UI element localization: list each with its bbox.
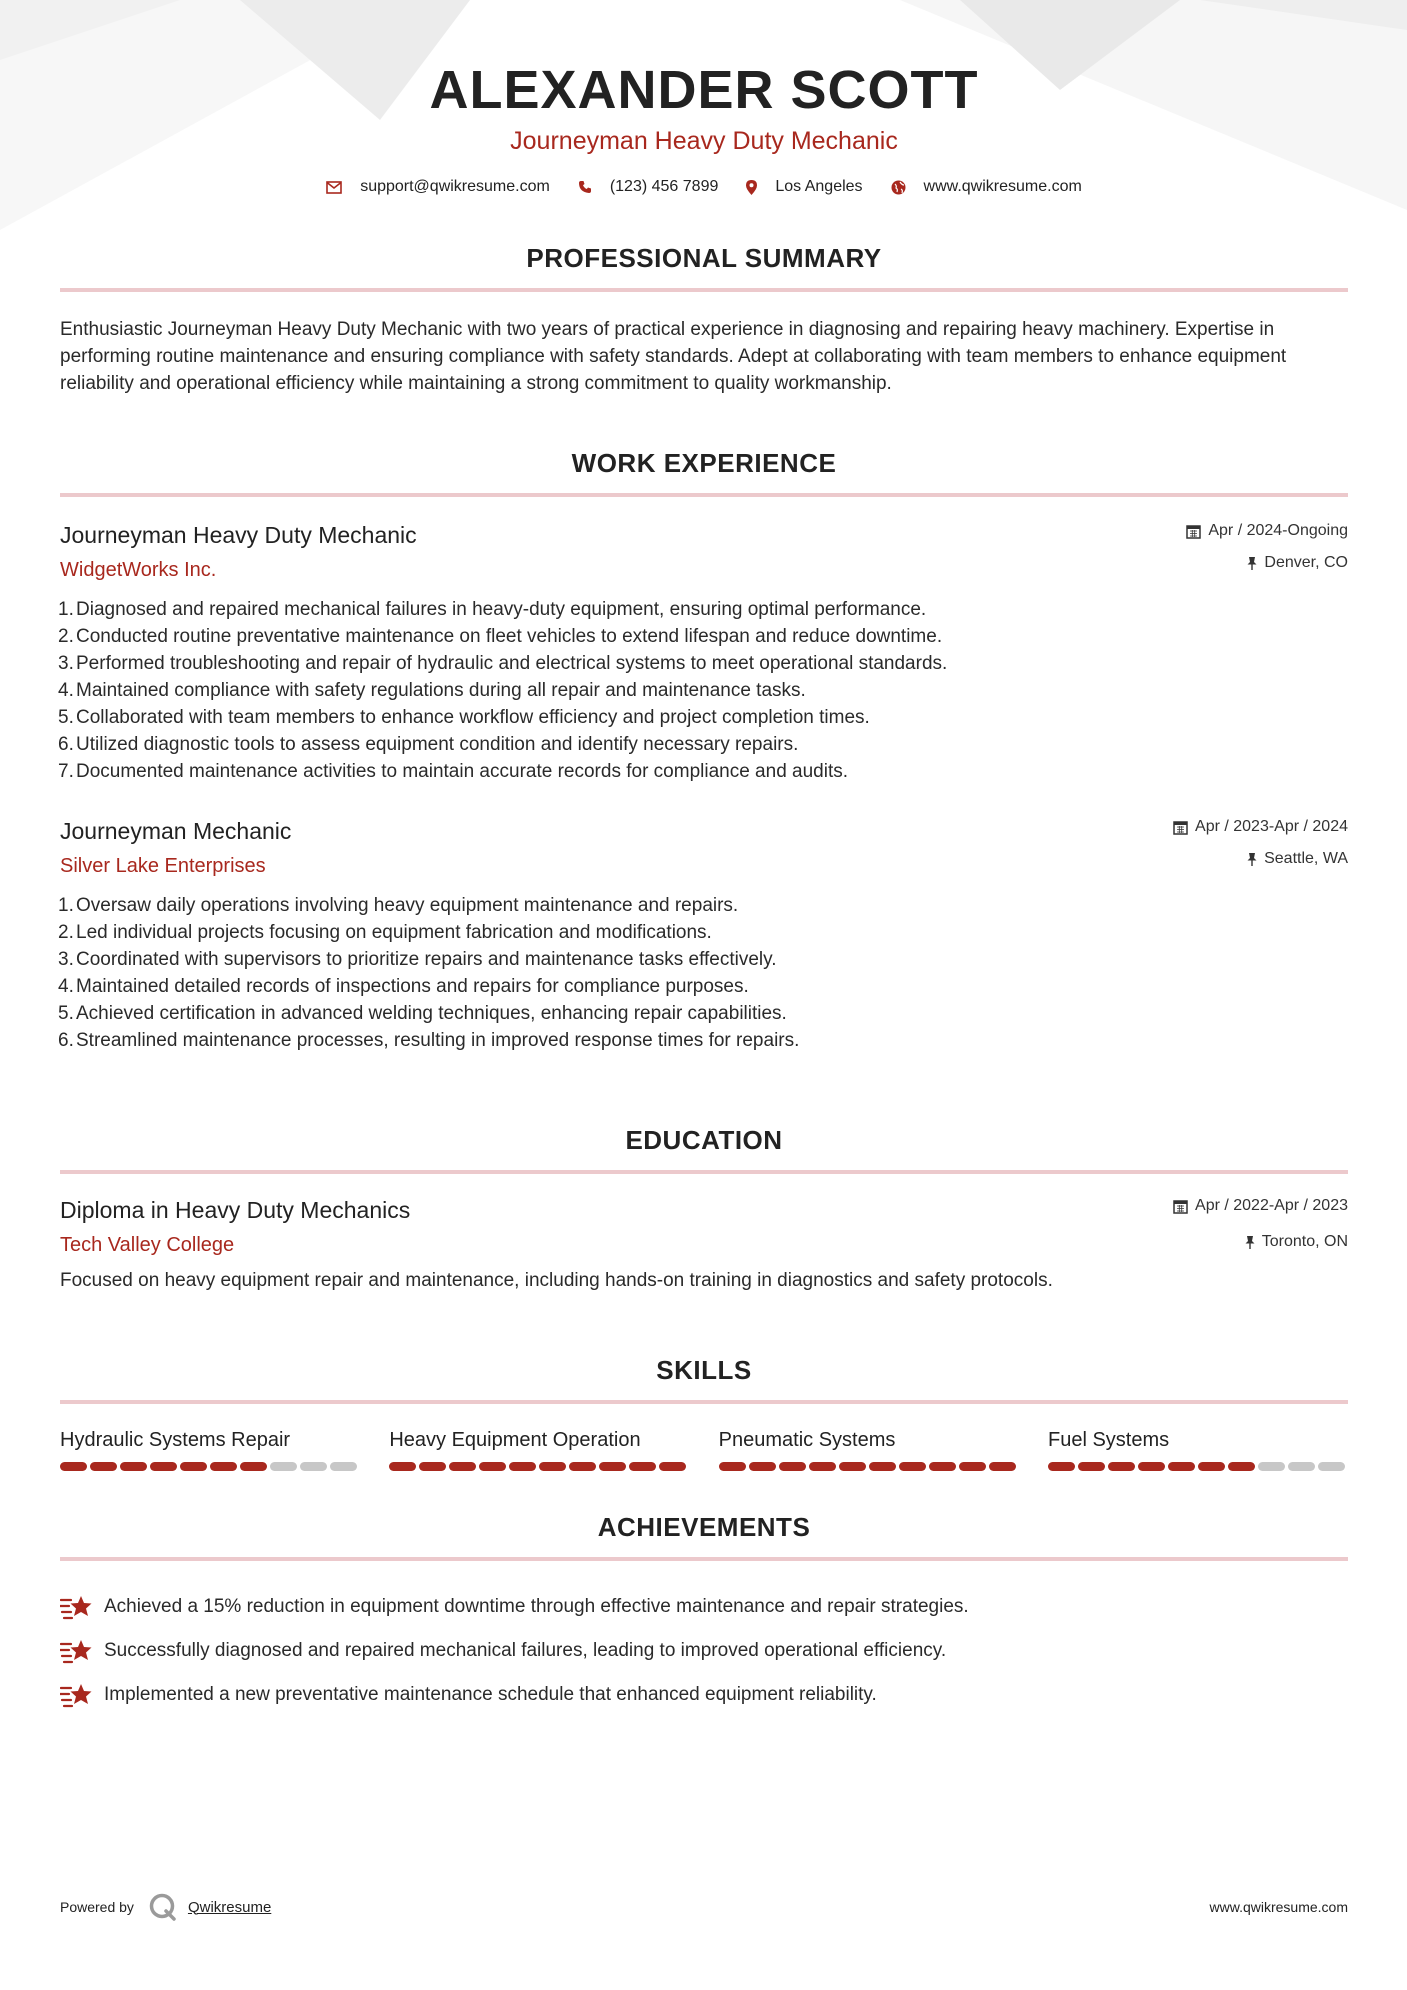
list-item: 2. Conducted routine preventative maintenance on fleet vehicles to extend lifespan and reduce downtime.	[60, 623, 1348, 650]
contact-phone[interactable]	[578, 178, 719, 196]
skill-segment-filled	[569, 1462, 596, 1471]
education-entry	[60, 1196, 1348, 1294]
section-divider	[60, 288, 1348, 292]
skill-segment-filled	[1108, 1462, 1135, 1471]
skill-segment-filled	[509, 1462, 536, 1471]
achievement-item	[60, 1629, 1348, 1673]
pushpin-icon	[1247, 852, 1257, 866]
list-item: 2. Led individual projects focusing on equipment fabrication and modifications.	[60, 919, 1348, 946]
skill-name: Pneumatic Systems	[718, 1429, 896, 1451]
skill-segment-filled	[1228, 1462, 1255, 1471]
list-item: 4. Maintained detailed records of inspections and repairs for compliance purposes.	[60, 973, 1348, 1000]
job-location-text: Denver, CO	[1264, 554, 1348, 571]
list-item: 1. Diagnosed and repaired mechanical failures in heavy-duty equipment, ensuring optimal performance.	[60, 596, 1348, 623]
skill-segment-filled	[989, 1462, 1016, 1471]
education-description: Focused on heavy equipment repair and maintenance, including hands-on training in diagnostics and safety protocols.	[60, 1270, 1053, 1291]
list-item: 5. Collaborated with team members to enhance workflow efficiency and project completion times.	[60, 704, 1348, 731]
job-entry	[60, 817, 1348, 1054]
job-company: WidgetWorks Inc.	[60, 559, 217, 581]
job-entry	[60, 521, 1348, 785]
bullet-text: Coordinated with supervisors to prioritize repairs and maintenance tasks effectively.	[76, 949, 777, 970]
section-divider	[60, 493, 1348, 497]
pushpin-icon	[1247, 556, 1257, 570]
skill-segment-empty	[1318, 1462, 1345, 1471]
skill-segment-filled	[479, 1462, 506, 1471]
phone-icon	[578, 180, 592, 194]
candidate-name: ALEXANDER SCOTT	[429, 60, 979, 120]
calendar-icon	[1173, 820, 1188, 835]
school-name: Tech Valley College	[60, 1234, 235, 1256]
candidate-title: Journeyman Heavy Duty Mechanic	[510, 127, 898, 155]
bullet-text: Performed troubleshooting and repair of hydraulic and electrical systems to meet operational standards.	[76, 653, 948, 674]
skill-item	[1048, 1428, 1348, 1471]
skill-segment-filled	[1168, 1462, 1195, 1471]
education-heading: EDUCATION	[625, 1125, 783, 1155]
achievement-text: Successfully diagnosed and repaired mechanical failures, leading to improved operational efficiency.	[104, 1640, 947, 1661]
contact-email-text: support@qwikresume.com	[360, 178, 550, 195]
skill-segment-filled	[629, 1462, 656, 1471]
skill-segment-filled	[959, 1462, 986, 1471]
skill-segment-filled	[449, 1462, 476, 1471]
skill-segment-filled	[659, 1462, 686, 1471]
skill-segment-filled	[180, 1462, 207, 1471]
job-title: Journeyman Mechanic	[60, 818, 292, 844]
bullet-text: Oversaw daily operations involving heavy equipment maintenance and repairs.	[76, 895, 739, 916]
skill-segment-filled	[120, 1462, 147, 1471]
skill-segment-filled	[539, 1462, 566, 1471]
list-item: 6. Utilized diagnostic tools to assess equipment condition and identify necessary repairs.	[60, 731, 1348, 758]
skill-segment-filled	[240, 1462, 267, 1471]
skill-segment-empty	[1288, 1462, 1315, 1471]
contact-email[interactable]	[326, 178, 550, 196]
achievement-text: Achieved a 15% reduction in equipment downtime through effective maintenance and repair strategies.	[104, 1596, 969, 1617]
skill-item	[60, 1428, 360, 1471]
degree-title: Diploma in Heavy Duty Mechanics	[60, 1197, 411, 1223]
skill-segment-filled	[839, 1462, 866, 1471]
experience-section	[60, 447, 1348, 1054]
skills-section	[60, 1354, 1348, 1471]
skills-heading: SKILLS	[656, 1355, 752, 1385]
job-company: Silver Lake Enterprises	[60, 855, 266, 877]
achievement-item	[60, 1673, 1348, 1717]
contact-phone-text: (123) 456 7899	[609, 178, 719, 195]
list-item: 3. Performed troubleshooting and repair of hydraulic and electrical systems to meet operational standards.	[60, 650, 1348, 677]
skill-segment-empty	[270, 1462, 297, 1471]
pushpin-icon	[1245, 1235, 1255, 1249]
skill-level-bar	[719, 1462, 1019, 1471]
contact-location	[746, 178, 862, 196]
skill-segment-filled	[599, 1462, 626, 1471]
job-dates-text: Apr / 2024-Ongoing	[1208, 522, 1348, 539]
calendar-icon	[1173, 1199, 1188, 1214]
skill-segment-filled	[389, 1462, 416, 1471]
achievement-item	[60, 1585, 1348, 1629]
skill-segment-filled	[749, 1462, 776, 1471]
skills-list	[60, 1428, 1348, 1471]
education-dates-text: Apr / 2022-Apr / 2023	[1195, 1197, 1348, 1214]
skill-level-bar	[1048, 1462, 1348, 1471]
bullet-text: Achieved certification in advanced welding techniques, enhancing repair capabilities.	[76, 1003, 787, 1024]
job-location-text: Seattle, WA	[1264, 850, 1348, 867]
skill-segment-filled	[719, 1462, 746, 1471]
education-location	[1173, 1232, 1348, 1252]
contact-bar	[60, 178, 1348, 196]
job-dates-text: Apr / 2023-Apr / 2024	[1195, 818, 1348, 835]
resume-header	[60, 0, 1348, 196]
job-bullets	[60, 892, 1348, 1054]
shooting-star-icon	[60, 1637, 94, 1665]
achievements-heading: ACHIEVEMENTS	[597, 1512, 811, 1542]
list-item: 3. Coordinated with supervisors to prioritize repairs and maintenance tasks effectively.	[60, 946, 1348, 973]
job-location	[1186, 553, 1348, 573]
summary-text: Enthusiastic Journeyman Heavy Duty Mechanic with two years of practical experience in diagnosing and repairing heavy machinery. Expertise in performing routine maintenance and ensuring compliance with safety standards. Adept at collaborating with team members to enhance equipment reliability and operational efficiency while maintaining a strong commitment to quality workmanship.	[60, 319, 1287, 394]
list-item: 6. Streamlined maintenance processes, resulting in improved response times for repairs.	[60, 1027, 1348, 1054]
skill-segment-filled	[929, 1462, 956, 1471]
bullet-text: Documented maintenance activities to maintain accurate records for compliance and audits.	[76, 761, 849, 782]
skill-name: Hydraulic Systems Repair	[60, 1429, 291, 1451]
education-location-text: Toronto, ON	[1261, 1233, 1348, 1250]
skill-segment-filled	[150, 1462, 177, 1471]
skill-segment-filled	[1048, 1462, 1075, 1471]
skill-segment-filled	[90, 1462, 117, 1471]
skill-item	[389, 1428, 689, 1471]
skill-name: Heavy Equipment Operation	[389, 1429, 641, 1451]
experience-heading: WORK EXPERIENCE	[571, 448, 837, 478]
bullet-text: Diagnosed and repaired mechanical failures in heavy-duty equipment, ensuring optimal performance.	[76, 599, 927, 620]
skill-segment-empty	[300, 1462, 327, 1471]
contact-location-text: Los Angeles	[775, 178, 863, 195]
section-divider	[60, 1170, 1348, 1174]
skill-segment-filled	[210, 1462, 237, 1471]
skill-segment-empty	[1258, 1462, 1285, 1471]
section-divider	[60, 1400, 1348, 1404]
bullet-text: Conducted routine preventative maintenance on fleet vehicles to extend lifespan and reduce downtime.	[76, 626, 943, 647]
list-item: 5. Achieved certification in advanced welding techniques, enhancing repair capabilities.	[60, 1000, 1348, 1027]
qwikresume-logo-icon	[148, 1892, 178, 1922]
bullet-text: Led individual projects focusing on equipment fabrication and modifications.	[76, 922, 712, 943]
skill-segment-filled	[779, 1462, 806, 1471]
skill-name: Fuel Systems	[1047, 1429, 1170, 1451]
summary-section	[60, 242, 1348, 397]
job-title: Journeyman Heavy Duty Mechanic	[60, 522, 417, 548]
footer-website[interactable]: www.qwikresume.com	[1209, 1899, 1348, 1915]
qwikresume-brand-link[interactable]: Qwikresume	[187, 1898, 272, 1916]
resume-page	[60, 0, 1348, 1717]
skill-segment-empty	[330, 1462, 357, 1471]
job-bullets	[60, 596, 1348, 785]
bullet-text: Streamlined maintenance processes, resulting in improved response times for repairs.	[76, 1030, 800, 1051]
skill-item	[719, 1428, 1019, 1471]
powered-by-label: Powered by	[60, 1899, 134, 1915]
skill-segment-filled	[899, 1462, 926, 1471]
skill-segment-filled	[1138, 1462, 1165, 1471]
bullet-text: Maintained detailed records of inspections and repairs for compliance purposes.	[76, 976, 749, 997]
skill-segment-filled	[419, 1462, 446, 1471]
education-section	[60, 1124, 1348, 1294]
job-dates	[1173, 817, 1348, 837]
skill-segment-filled	[60, 1462, 87, 1471]
achievements-list	[60, 1585, 1348, 1717]
section-divider	[60, 1557, 1348, 1561]
powered-by	[60, 1892, 271, 1922]
shooting-star-icon	[60, 1593, 94, 1621]
skill-level-bar	[60, 1462, 360, 1471]
education-dates	[1173, 1196, 1348, 1216]
skill-segment-filled	[1198, 1462, 1225, 1471]
skill-segment-filled	[1078, 1462, 1105, 1471]
envelope-icon	[326, 181, 342, 194]
bullet-text: Maintained compliance with safety regulations during all repair and maintenance tasks.	[76, 680, 806, 701]
job-location	[1173, 849, 1348, 869]
bullet-text: Collaborated with team members to enhance workflow efficiency and project completion times.	[76, 707, 870, 728]
contact-website[interactable]	[891, 178, 1082, 196]
skill-segment-filled	[869, 1462, 896, 1471]
list-item: 7. Documented maintenance activities to maintain accurate records for compliance and audits.	[60, 758, 1348, 785]
skill-segment-filled	[809, 1462, 836, 1471]
bullet-text: Utilized diagnostic tools to assess equipment condition and identify necessary repairs.	[76, 734, 799, 755]
contact-website-text: www.qwikresume.com	[923, 178, 1082, 195]
globe-icon	[891, 180, 906, 195]
list-item: 4. Maintained compliance with safety regulations during all repair and maintenance tasks.	[60, 677, 1348, 704]
skill-level-bar	[389, 1462, 689, 1471]
map-pin-icon	[746, 180, 757, 195]
achievement-text: Implemented a new preventative maintenance schedule that enhanced equipment reliability.	[104, 1684, 877, 1705]
page-footer	[60, 1892, 1348, 1922]
job-dates	[1186, 521, 1348, 541]
list-item: 1. Oversaw daily operations involving heavy equipment maintenance and repairs.	[60, 892, 1348, 919]
calendar-icon	[1186, 524, 1201, 539]
shooting-star-icon	[60, 1681, 94, 1709]
achievements-section	[60, 1511, 1348, 1717]
summary-heading: PROFESSIONAL SUMMARY	[526, 243, 882, 273]
